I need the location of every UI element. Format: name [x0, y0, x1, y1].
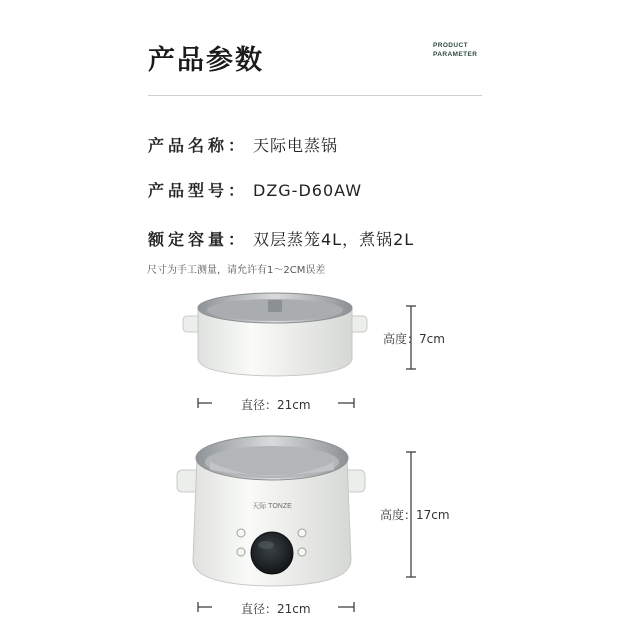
control-button — [237, 529, 245, 537]
steamer-basket — [183, 293, 367, 376]
control-button — [298, 548, 306, 556]
spec-label: 产品名称： — [148, 136, 249, 155]
spec-value: 双层蒸笼4L，煮锅2L — [253, 230, 415, 249]
control-button — [237, 548, 245, 556]
steamer-inner-slot — [268, 300, 282, 312]
steamer-height-label: 高度：7cm — [383, 332, 445, 346]
subtitle-en-line2: PARAMETER — [433, 51, 478, 58]
spec-label: 额定容量： — [148, 230, 249, 249]
control-knob — [251, 532, 293, 574]
subtitle-en-line1: PRODUCT — [433, 42, 468, 49]
pot-brand-logo: 天际 TONZE — [252, 503, 292, 510]
electric-pot — [177, 436, 365, 586]
page-title: 产品参数 — [148, 45, 264, 76]
pot-diameter-label: 直径：21cm — [241, 602, 311, 616]
measurement-note: 尺寸为手工测量，请允许有1～2CM误差 — [147, 265, 326, 276]
pot-inner — [205, 446, 339, 478]
control-button — [298, 529, 306, 537]
steamer-diameter-label: 直径：21cm — [241, 398, 311, 412]
knob-highlight — [258, 541, 274, 549]
spec-value: 天际电蒸锅 — [253, 136, 339, 155]
spec-label: 产品型号： — [148, 181, 249, 200]
pot-height-label: 高度：17cm — [380, 508, 450, 522]
spec-value: DZG-D60AW — [253, 181, 363, 200]
